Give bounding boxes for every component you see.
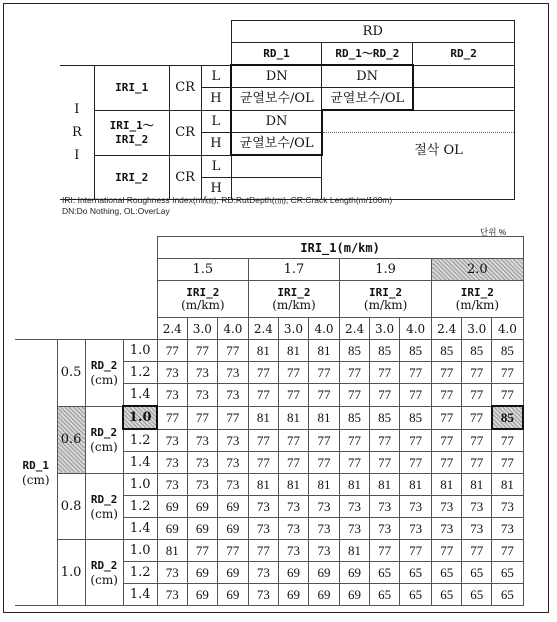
matrix-corner — [60, 21, 231, 66]
iri-row-2 — [94, 110, 169, 155]
score-cell: 73 — [340, 496, 370, 518]
score-cell: 81 — [308, 474, 339, 496]
rd2-unit: (cm) — [90, 572, 118, 587]
score-cell: 77 — [248, 452, 278, 474]
score-cell: 77 — [217, 406, 248, 429]
score-cell: 85 — [340, 406, 370, 429]
score-cell: 73 — [217, 452, 248, 474]
score-cell: 81 — [157, 540, 187, 562]
score-cell: 73 — [157, 474, 187, 496]
iri2-value: 4.0 — [492, 318, 523, 340]
iri2-label: IRI_2 — [460, 286, 494, 299]
score-cell: 69 — [157, 518, 187, 540]
score-cell: 85 — [370, 406, 400, 429]
score-cell: 73 — [492, 496, 523, 518]
table-corner — [15, 237, 157, 340]
score-cell: 73 — [492, 518, 523, 540]
cell-dn-3: DN — [231, 110, 322, 133]
score-cell: 69 — [308, 562, 339, 584]
score-cell: 77 — [370, 540, 400, 562]
score-cell: 65 — [492, 584, 523, 606]
score-cell: 81 — [400, 474, 432, 496]
rd2-label: RD_2 — [90, 358, 118, 372]
iri-row-3: IRI_2 — [94, 155, 169, 200]
score-cell: 85 — [340, 340, 370, 362]
score-cell: 73 — [400, 518, 432, 540]
score-cell: 77 — [278, 429, 308, 452]
cell-ol-2: 균열보수/OL — [322, 88, 413, 111]
score-cell: 81 — [462, 474, 492, 496]
score-cell: 77 — [400, 452, 432, 474]
iri2-value: 2.4 — [432, 318, 462, 340]
iri1-header: IRI_1(m/km) — [157, 237, 523, 259]
score-cell: 73 — [340, 518, 370, 540]
score-cell: 77 — [462, 429, 492, 452]
cell-empty-3 — [322, 110, 515, 133]
iri2-value: 4.0 — [217, 318, 248, 340]
score-cell: 73 — [217, 362, 248, 384]
score-cell: 77 — [370, 452, 400, 474]
score-cell: 65 — [432, 562, 462, 584]
score-cell: 77 — [308, 362, 339, 384]
iri2-value: 4.0 — [308, 318, 339, 340]
score-cell: 73 — [248, 562, 278, 584]
rd-header: RD — [231, 21, 514, 43]
rd2-unit: (cm) — [90, 372, 118, 387]
score-cell: 65 — [400, 584, 432, 606]
rd2-value: 1.0 — [123, 406, 157, 429]
iri2-label: IRI_2 — [277, 286, 311, 299]
score-cell: 73 — [370, 518, 400, 540]
unit-label: 단위 % — [480, 227, 507, 237]
score-cell: 77 — [308, 429, 339, 452]
score-cell: 77 — [308, 384, 339, 407]
score-cell: 73 — [462, 496, 492, 518]
rd2-value: 1.4 — [123, 518, 157, 540]
score-cell: 81 — [278, 406, 308, 429]
iri1-group-3: 2.0 — [432, 259, 523, 281]
score-cell: 77 — [187, 340, 217, 362]
rd2-label: RD_2 — [90, 558, 118, 572]
score-cell: 73 — [248, 518, 278, 540]
score-cell: 77 — [370, 362, 400, 384]
score-cell: 77 — [217, 540, 248, 562]
rd1-value-0: 0.5 — [57, 340, 85, 407]
score-cell: 73 — [157, 429, 187, 452]
rd-col-1: RD_1 — [231, 43, 322, 66]
score-cell: 81 — [370, 474, 400, 496]
score-cell: 65 — [492, 562, 523, 584]
iri2-unit: (m/km) — [455, 298, 500, 312]
score-cell: 65 — [370, 562, 400, 584]
iri2-value: 2.4 — [248, 318, 278, 340]
iri2-value: 4.0 — [400, 318, 432, 340]
score-cell: 85 — [400, 340, 432, 362]
score-cell: 73 — [278, 496, 308, 518]
rd2-value: 1.0 — [123, 340, 157, 362]
score-cell: 73 — [187, 474, 217, 496]
score-cell: 77 — [278, 362, 308, 384]
score-cell: 77 — [432, 384, 462, 407]
score-cell: 77 — [462, 384, 492, 407]
rd2-label-cell — [85, 406, 123, 474]
score-cell: 81 — [248, 474, 278, 496]
score-cell: 77 — [278, 452, 308, 474]
iri2-value: 3.0 — [278, 318, 308, 340]
iri-row-2-text: IRI_1～IRI_2 — [109, 118, 154, 146]
score-cell: 77 — [308, 452, 339, 474]
score-cell: 69 — [187, 518, 217, 540]
score-cell: 77 — [492, 384, 523, 407]
score-cell: 81 — [432, 474, 462, 496]
cut-ol-text: 절삭 OL — [414, 143, 463, 158]
score-cell: 77 — [462, 540, 492, 562]
score-cell: 77 — [278, 384, 308, 407]
rd2-value: 1.2 — [123, 429, 157, 452]
level-2-h: H — [201, 133, 231, 156]
score-cell: 85 — [400, 406, 432, 429]
score-cell: 73 — [308, 518, 339, 540]
score-cell: 77 — [248, 429, 278, 452]
score-cell: 65 — [462, 584, 492, 606]
iri1-group-0: 1.5 — [157, 259, 248, 281]
score-cell: 77 — [248, 362, 278, 384]
score-cell: 85 — [370, 340, 400, 362]
cell-empty-2 — [413, 88, 515, 111]
legend — [62, 195, 392, 217]
score-cell: 69 — [187, 496, 217, 518]
score-cell: 77 — [432, 429, 462, 452]
rd2-value: 1.4 — [123, 584, 157, 606]
score-cell: 73 — [187, 362, 217, 384]
iri-label — [60, 65, 94, 200]
iri2-header-3 — [432, 281, 523, 318]
score-cell: 81 — [248, 340, 278, 362]
cr-row-1: CR — [169, 65, 201, 110]
cr-row-3: CR — [169, 155, 201, 200]
rd2-label-cell — [85, 340, 123, 407]
score-cell: 73 — [462, 518, 492, 540]
legend-line-2: DN:Do Nothing, OL:OverLay — [62, 206, 170, 216]
rd2-value: 1.2 — [123, 496, 157, 518]
score-cell: 81 — [340, 474, 370, 496]
score-cell: 77 — [217, 340, 248, 362]
score-cell: 73 — [157, 362, 187, 384]
score-cell: 77 — [157, 340, 187, 362]
score-cell: 69 — [340, 562, 370, 584]
rd1-value-1: 0.6 — [57, 406, 85, 474]
score-cell: 77 — [492, 452, 523, 474]
iri2-value: 3.0 — [462, 318, 492, 340]
score-cell: 73 — [187, 429, 217, 452]
score-cell: 69 — [187, 584, 217, 606]
score-cell: 69 — [340, 584, 370, 606]
score-cell: 65 — [462, 562, 492, 584]
score-cell: 69 — [187, 562, 217, 584]
score-cell: 65 — [400, 562, 432, 584]
rd2-label: RD_2 — [90, 425, 118, 439]
score-cell: 85 — [492, 406, 523, 429]
score-cell: 77 — [400, 362, 432, 384]
score-cell: 69 — [217, 518, 248, 540]
score-cell: 77 — [432, 362, 462, 384]
score-cell: 81 — [278, 340, 308, 362]
iri1-group-2: 1.9 — [340, 259, 432, 281]
cell-dn-2: DN — [322, 65, 413, 88]
score-cell: 77 — [462, 406, 492, 429]
level-3-l: L — [201, 155, 231, 178]
score-cell: 69 — [157, 496, 187, 518]
score-cell: 81 — [308, 340, 339, 362]
rd2-label-cell — [85, 474, 123, 540]
score-cell: 69 — [308, 584, 339, 606]
score-cell: 73 — [370, 496, 400, 518]
score-cell: 73 — [248, 496, 278, 518]
iri2-label: IRI_2 — [186, 286, 220, 299]
rd2-value: 1.2 — [123, 562, 157, 584]
rd1-unit: (cm) — [22, 472, 50, 487]
score-cell: 77 — [370, 429, 400, 452]
score-cell: 73 — [432, 496, 462, 518]
score-cell: 77 — [400, 540, 432, 562]
rd-col-3: RD_2 — [413, 43, 515, 66]
score-cell: 81 — [340, 540, 370, 562]
score-cell: 77 — [187, 540, 217, 562]
score-cell: 77 — [492, 429, 523, 452]
level-1-l: L — [201, 65, 231, 88]
score-table — [15, 236, 524, 606]
score-cell: 73 — [432, 518, 462, 540]
rd1-label-text: RD_1 — [22, 458, 50, 472]
rd2-value: 1.4 — [123, 384, 157, 407]
iri-label-text: IRI — [71, 101, 82, 163]
score-cell: 85 — [432, 340, 462, 362]
score-cell: 65 — [370, 584, 400, 606]
score-cell: 69 — [217, 562, 248, 584]
score-cell: 73 — [248, 584, 278, 606]
score-cell: 69 — [217, 496, 248, 518]
score-cell: 77 — [370, 384, 400, 407]
score-cell: 73 — [308, 540, 339, 562]
score-cell: 77 — [340, 452, 370, 474]
iri2-header-1 — [248, 281, 339, 318]
rd2-unit: (cm) — [90, 439, 118, 454]
level-1-h: H — [201, 88, 231, 111]
score-cell: 73 — [217, 474, 248, 496]
cell-dn-1: DN — [231, 65, 322, 88]
rd2-value: 1.0 — [123, 474, 157, 496]
score-cell: 77 — [432, 540, 462, 562]
level-2-l: L — [201, 110, 231, 133]
rd2-label-cell — [85, 540, 123, 606]
score-cell: 73 — [308, 496, 339, 518]
rd2-value: 1.2 — [123, 362, 157, 384]
score-cell: 73 — [187, 384, 217, 407]
score-cell: 77 — [248, 540, 278, 562]
rd2-unit: (cm) — [90, 506, 118, 521]
score-cell: 73 — [278, 540, 308, 562]
iri1-group-1: 1.7 — [248, 259, 339, 281]
decision-matrix — [60, 20, 515, 200]
iri2-value: 2.4 — [157, 318, 187, 340]
iri2-label: IRI_2 — [369, 286, 403, 299]
score-cell: 81 — [248, 406, 278, 429]
iri2-value: 2.4 — [340, 318, 370, 340]
score-cell: 77 — [462, 362, 492, 384]
score-cell: 81 — [278, 474, 308, 496]
score-cell: 73 — [217, 429, 248, 452]
score-cell: 77 — [187, 406, 217, 429]
score-cell: 73 — [187, 452, 217, 474]
score-cell: 73 — [217, 384, 248, 407]
iri-row-1: IRI_1 — [94, 65, 169, 110]
rd1-value-2: 0.8 — [57, 474, 85, 540]
iri2-unit: (m/km) — [272, 298, 316, 312]
score-cell: 69 — [217, 584, 248, 606]
score-cell: 73 — [157, 562, 187, 584]
cr-row-2: CR — [169, 110, 201, 155]
score-cell: 69 — [278, 584, 308, 606]
cell-ol-1: 균열보수/OL — [231, 88, 322, 111]
score-cell: 77 — [340, 384, 370, 407]
score-cell: 77 — [462, 452, 492, 474]
score-cell: 77 — [340, 362, 370, 384]
rd-col-2: RD_1～RD_2 — [322, 43, 413, 66]
rd1-label — [15, 340, 57, 606]
score-cell: 77 — [400, 384, 432, 407]
score-cell: 77 — [157, 406, 187, 429]
rd1-value-3: 1.0 — [57, 540, 85, 606]
score-cell: 85 — [492, 340, 523, 362]
score-cell: 73 — [278, 518, 308, 540]
iri2-value: 3.0 — [370, 318, 400, 340]
rd2-value: 1.4 — [123, 452, 157, 474]
score-cell: 73 — [157, 452, 187, 474]
score-cell: 81 — [308, 406, 339, 429]
iri2-header-2 — [340, 281, 432, 318]
score-cell: 77 — [492, 362, 523, 384]
cell-empty-1 — [413, 65, 515, 88]
rd2-value: 1.0 — [123, 540, 157, 562]
score-cell: 85 — [462, 340, 492, 362]
score-cell: 73 — [157, 384, 187, 407]
score-cell: 65 — [432, 584, 462, 606]
rd2-label: RD_2 — [90, 492, 118, 506]
score-cell: 77 — [432, 452, 462, 474]
cell-empty-4 — [231, 155, 322, 178]
score-cell: 81 — [492, 474, 523, 496]
score-cell: 77 — [492, 540, 523, 562]
iri2-unit: (m/km) — [181, 298, 225, 312]
score-cell: 69 — [278, 562, 308, 584]
legend-line-1: IRI: International Roughness Index(m/㎞), RD:RutDepth(㎝), CR:Crack Length(m/100m) — [62, 195, 393, 205]
score-cell: 77 — [340, 429, 370, 452]
iri2-value: 3.0 — [187, 318, 217, 340]
level-3-h: H — [201, 178, 231, 200]
score-cell: 77 — [400, 429, 432, 452]
score-cell: 77 — [248, 384, 278, 407]
iri2-unit: (m/km) — [363, 298, 408, 312]
cell-ol-3: 균열보수/OL — [231, 133, 322, 156]
score-cell: 77 — [432, 406, 462, 429]
score-cell: 73 — [400, 496, 432, 518]
score-cell: 73 — [157, 584, 187, 606]
cell-cut-ol — [322, 133, 515, 200]
iri2-header-0 — [157, 281, 248, 318]
